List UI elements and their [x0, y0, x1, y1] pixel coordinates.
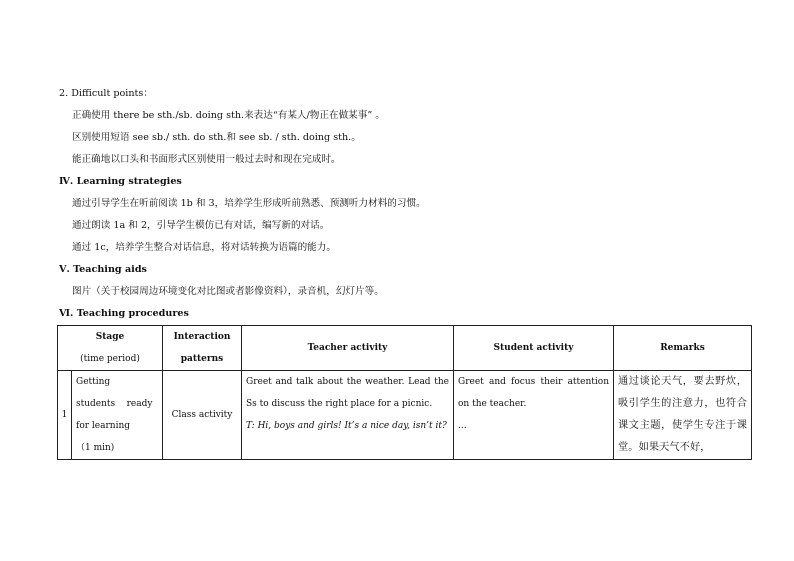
teacher-dialogue: T: Hi, boys and girls! It’s a nice day, isn’t it?	[246, 421, 447, 431]
strategy-2: 通过朗读 1a 和 2，引导学生模仿已有对话，编写新的对话。	[72, 220, 330, 231]
student-ellipsis: ...	[458, 421, 467, 431]
row-number: 1	[58, 371, 72, 460]
header-teacher: Teacher activity	[242, 326, 454, 371]
teacher-cell	[242, 371, 454, 460]
header-stage-line1: Stage	[95, 332, 125, 342]
stage-line-b: students ready	[76, 399, 153, 409]
strategy-1: 通过引导学生在听前阅读 1b 和 3，培养学生形成听前熟悉、预测听力材料的习惯。	[72, 198, 426, 209]
stage-line-c: for learning	[76, 421, 131, 431]
difficult-point-1: 正确使用 there be sth./sb. doing sth.来表达“有某人/物正在做某事” 。	[72, 110, 385, 121]
student-cell	[454, 371, 614, 460]
stage-line-d: （1 min)	[76, 443, 115, 453]
teaching-aids-text: 图片（关于校园周边环境变化对比图或者影像资料），录音机，幻灯片等。	[72, 286, 384, 297]
header-stage-line2: (time period)	[80, 354, 140, 364]
teacher-text: Greet and talk about the weather. Lead the Ss to discuss the right place for a picnic.	[246, 377, 449, 409]
stage-line-a: Getting	[76, 377, 111, 387]
difficult-points-heading: 2. Difficult points：	[59, 88, 153, 99]
teaching-procedures-heading: Ⅵ. Teaching procedures	[59, 308, 189, 319]
header-interaction-line1: Interaction	[173, 332, 231, 342]
learning-strategies-heading: Ⅳ. Learning strategies	[59, 176, 182, 187]
header-interaction-line2: patterns	[180, 354, 224, 364]
difficult-point-3: 能正确地以口头和书面形式区别使用一般过去时和现在完成时。	[72, 154, 341, 165]
procedures-table	[57, 325, 752, 460]
header-stage	[58, 326, 163, 371]
difficult-point-2: 区别使用短语 see sb./ sth. do sth.和 see sb. / sth. doing sth.。	[72, 132, 361, 143]
remarks-cell: 通过谈论天气，要去野炊，吸引学生的注意力，也符合课文主题，使学生专注于课堂。如果天气不好，	[614, 371, 752, 460]
student-text: Greet and focus their attention on the teacher.	[458, 377, 609, 409]
teaching-aids-heading: Ⅴ. Teaching aids	[59, 264, 147, 275]
table-row	[58, 371, 752, 460]
interaction-cell: Class activity	[163, 371, 242, 460]
header-interaction	[163, 326, 242, 371]
strategy-3: 通过 1c，培养学生整合对话信息，将对话转换为语篇的能力。	[72, 242, 336, 253]
header-remarks: Remarks	[614, 326, 752, 371]
table-header-row	[58, 326, 752, 371]
header-student: Student activity	[454, 326, 614, 371]
stage-cell	[72, 371, 163, 460]
